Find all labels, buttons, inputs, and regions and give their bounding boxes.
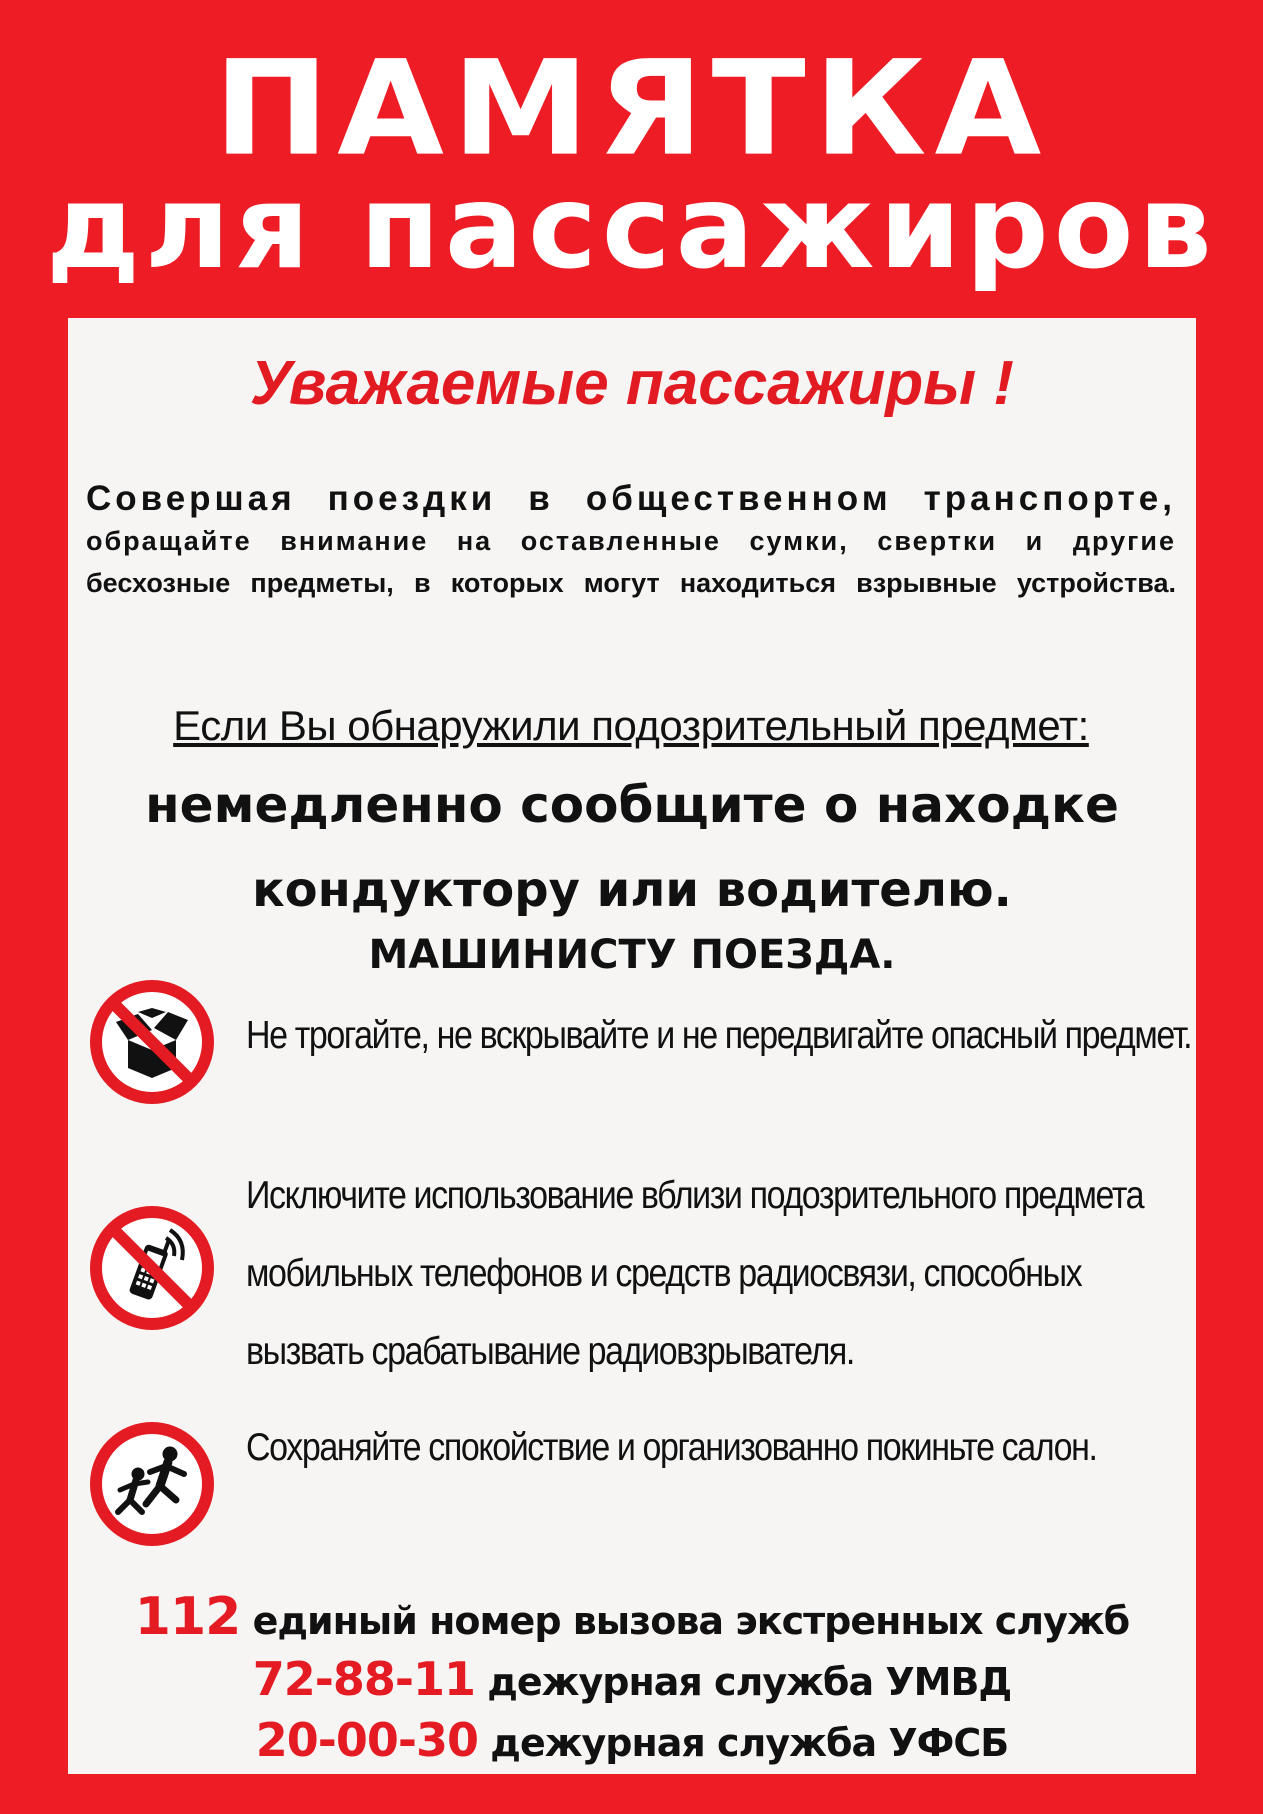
contact-label: единый номер вызова экстренных служб bbox=[252, 1599, 1130, 1643]
contact-row bbox=[68, 1650, 1196, 1711]
no-touch-box-icon bbox=[88, 978, 216, 1106]
contact-row bbox=[68, 1588, 1196, 1650]
suspicious-object-heading: Если Вы обнаружили подозрительный предмет: bbox=[173, 702, 1089, 749]
rule-text-line-1: Исключите использование вблизи подозрительного предмета bbox=[246, 1173, 1144, 1217]
intro-line-3: бесхозные предметы, в которых могут находиться взрывные устройства. bbox=[86, 568, 1176, 598]
poster-subtitle: для пассажиров bbox=[46, 160, 1217, 295]
evacuate-running-people-icon bbox=[88, 1420, 216, 1548]
contact-number: 72-88-11 bbox=[252, 1652, 475, 1706]
rule-text: Не трогайте, не вскрывайте и не передвигайте опасный предмет. bbox=[246, 1013, 1192, 1057]
report-action-line-2: кондуктору или водителю. bbox=[252, 862, 1012, 918]
contact-number: 20-00-30 bbox=[255, 1713, 479, 1767]
poster-title: ПАМЯТКА bbox=[213, 32, 1050, 185]
rule-text bbox=[246, 1156, 1196, 1391]
intro-paragraph bbox=[86, 478, 1176, 604]
rule-text: Сохраняйте спокойствие и организованно покиньте салон. bbox=[246, 1425, 1097, 1469]
contact-label: дежурная служба УМВД bbox=[487, 1660, 1012, 1704]
intro-line-2: обращайте внимание на оставленные сумки, свертки и другие bbox=[86, 526, 1176, 556]
report-action-line-3: МАШИНИСТУ ПОЕЗДА. bbox=[368, 932, 896, 978]
intro-line-1: Совершая поездки в общественном транспорте, bbox=[86, 479, 1176, 518]
no-mobile-phone-icon bbox=[88, 1204, 216, 1332]
content-panel bbox=[68, 318, 1196, 1774]
report-action-line-1: немедленно сообщите о находке bbox=[145, 776, 1119, 834]
rule-text-line-2: мобильных телефонов и средств радиосвязи, способных bbox=[246, 1251, 1082, 1296]
contact-label: дежурная служба УФСБ bbox=[490, 1721, 1009, 1765]
contact-number: 112 bbox=[134, 1587, 241, 1647]
contact-row bbox=[68, 1711, 1196, 1772]
greeting-heading: Уважаемые пассажиры ! bbox=[250, 349, 1014, 418]
emergency-contacts bbox=[68, 1588, 1196, 1772]
rule-text-line-3: вызвать срабатывание радиовзрывателя. bbox=[246, 1329, 854, 1374]
